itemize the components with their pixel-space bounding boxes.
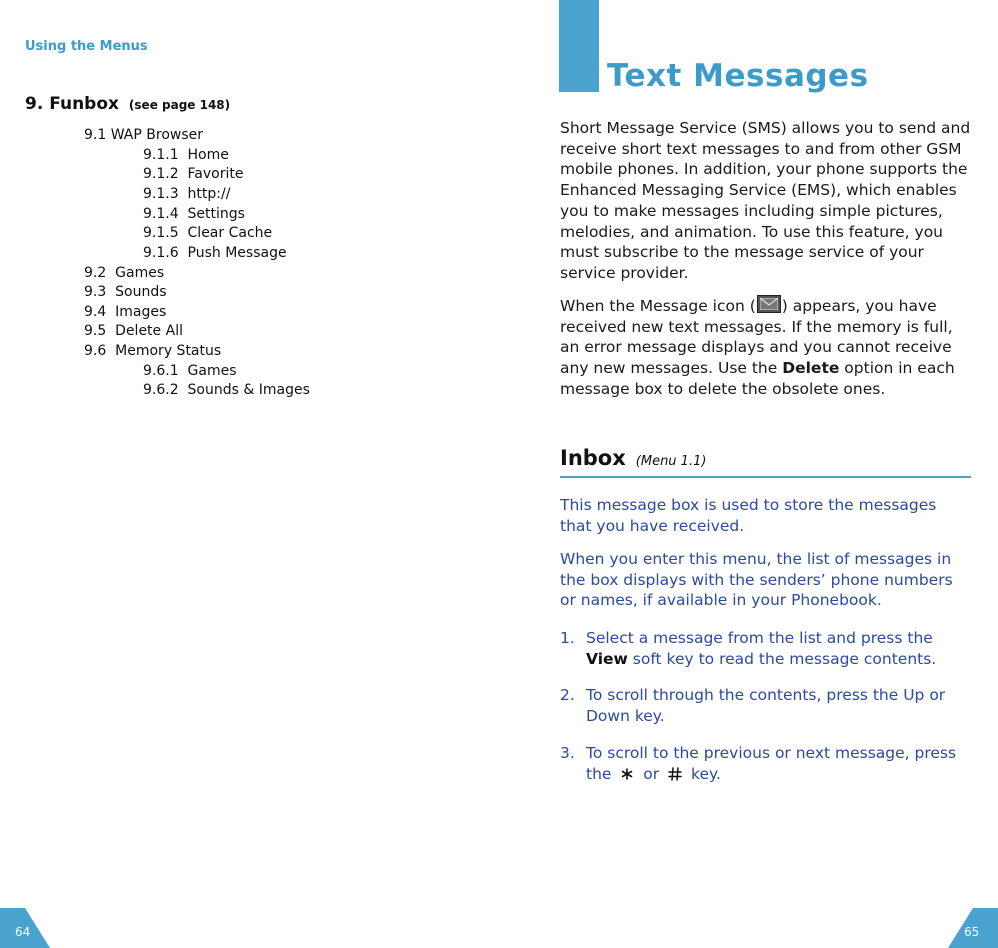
menu-subitem: 9.6.1 Games xyxy=(143,363,237,379)
step-number: 1. xyxy=(560,629,575,647)
menu-subitem: 9.1.5 Clear Cache xyxy=(143,225,273,241)
menu-item: 9.6 Memory Status xyxy=(84,343,222,359)
delete-option-label: Delete xyxy=(782,359,840,378)
menu-section-title xyxy=(25,94,230,114)
page-number-left: 64 xyxy=(15,925,31,939)
step-1 xyxy=(560,628,972,669)
message-icon-paragraph xyxy=(560,295,972,400)
inbox-menu-ref: (Menu 1.1) xyxy=(635,454,707,469)
hash-key-icon xyxy=(667,766,683,782)
step-3 xyxy=(560,743,972,784)
step-text: key. xyxy=(686,764,721,783)
view-softkey-label: View xyxy=(586,649,628,668)
section-marker-block xyxy=(559,0,599,92)
menu-item: 9.3 Sounds xyxy=(84,284,167,300)
heading-divider xyxy=(560,476,971,478)
menu-section-page-ref: (see page 148) xyxy=(128,98,231,112)
inbox-heading xyxy=(560,446,706,470)
menu-subitem: 9.1.2 Favorite xyxy=(143,166,244,182)
step-text: Select a message from the list and press the xyxy=(586,629,933,647)
menu-item: 9.5 Delete All xyxy=(84,323,183,339)
menu-subitem: 9.1.3 http:// xyxy=(143,186,231,202)
inbox-list-description: When you enter this menu, the list of messages in the box displays with the senders’ phone numbers or names, if available in your Phonebook. xyxy=(560,550,953,610)
step-text: or xyxy=(638,764,665,783)
menu-subitem: 9.1.6 Push Message xyxy=(143,245,287,261)
page-number-right: 65 xyxy=(964,925,980,939)
page-title: Text Messages xyxy=(607,58,869,94)
step-text: To scroll to the previous or next message, press the xyxy=(586,744,957,783)
step-text: soft key to read the message contents. xyxy=(627,649,937,668)
star-key-icon xyxy=(619,766,635,782)
step-text: To scroll through the contents, press the Up or Down key. xyxy=(586,686,946,725)
menu-item: 9.2 Games xyxy=(84,265,165,281)
inbox-heading-text: Inbox xyxy=(560,446,626,470)
para-text: When the Message icon ( xyxy=(560,297,756,315)
step-2 xyxy=(560,685,972,726)
inbox-description: This message box is used to store the messages that you have received. xyxy=(560,496,937,535)
menu-subitem: 9.6.2 Sounds & Images xyxy=(143,382,310,398)
envelope-icon xyxy=(757,295,781,313)
menu-item: 9.4 Images xyxy=(84,304,167,320)
step-number: 2. xyxy=(560,686,575,704)
menu-section-name: 9. Funbox xyxy=(25,94,119,114)
menu-subitem: 9.1.4 Settings xyxy=(143,206,245,222)
intro-paragraph: Short Message Service (SMS) allows you to send and receive short text messages to and from other GSM mobile phones. In addition, your phone supports the Enhanced Messaging Service (EMS), which enables you to make messages including simple pictures, melodies, and animation. To use this feature, you must subscribe to the message service of your service provider. xyxy=(560,119,971,282)
para-text: ) appears, you have received new text messages. If the memory is full, an error message displays and you cannot receive any new messages. Use the xyxy=(560,297,953,378)
running-header: Using the Menus xyxy=(25,39,148,54)
menu-item: 9.1 WAP Browser xyxy=(84,127,203,143)
menu-subitem: 9.1.1 Home xyxy=(143,147,229,163)
para-text: option in each message box to delete the obsolete ones. xyxy=(560,359,955,398)
step-number: 3. xyxy=(560,744,575,762)
